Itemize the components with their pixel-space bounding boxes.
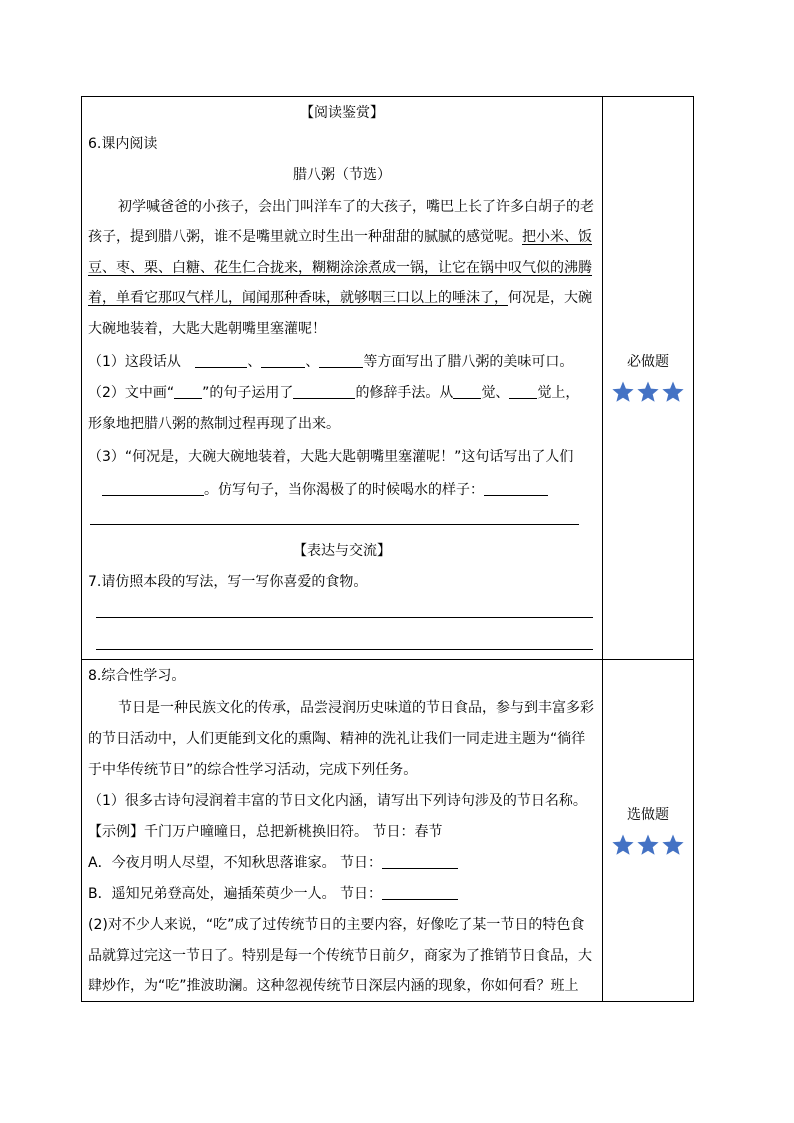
section-heading: 【阅读鉴赏】 bbox=[300, 105, 384, 121]
passage-line: 节日是一种民族文化的传承，品尝浸润历史味道的节日食品，参与到丰富多彩 bbox=[118, 700, 594, 716]
star-rating bbox=[603, 380, 693, 404]
example-line: 【示例】千门万户曈曈日，总把新桃换旧符。 节日：春节 bbox=[88, 824, 443, 840]
answer-blank[interactable] bbox=[195, 353, 247, 368]
side-required bbox=[603, 352, 693, 404]
question-8-title: 8.综合性学习。 bbox=[88, 668, 186, 684]
answer-blank[interactable] bbox=[509, 384, 537, 399]
section-comprehensive bbox=[82, 660, 602, 1001]
underlined-sentence: 把小米、饭 bbox=[522, 229, 592, 245]
star-icon bbox=[636, 380, 660, 404]
star-icon bbox=[611, 380, 635, 404]
answer-line[interactable] bbox=[96, 617, 593, 618]
underlined-sentence: 豆、枣、栗、白糖、花生仁合拢来，糊糊涂涂煮成一锅，让它在锅中叹气似的沸腾 bbox=[88, 260, 592, 276]
star-icon bbox=[636, 833, 660, 857]
passage-line: 品就算过完这一节日了。特别是每一个传统节日前夕，商家为了推销节日食品，大 bbox=[88, 948, 592, 964]
passage-line: 于中华传统节日”的综合性学习活动，完成下列任务。 bbox=[88, 762, 418, 778]
star-icon bbox=[661, 833, 685, 857]
worksheet-table bbox=[81, 96, 694, 1002]
answer-blank[interactable] bbox=[453, 384, 481, 399]
section-heading: 【表达与交流】 bbox=[293, 543, 391, 559]
answer-blank[interactable] bbox=[484, 481, 548, 496]
answer-blank[interactable] bbox=[102, 481, 204, 496]
side-optional bbox=[603, 805, 693, 857]
passage-line: 形象地把腊八粥的熬制过程再现了出来。 bbox=[88, 416, 340, 432]
passage-line: 的节日活动中，人们更能到文化的熏陶、精神的洗礼让我们一同走进主题为“徜徉 bbox=[88, 731, 586, 747]
passage-line: 孩子，提到腊八粥，谁不是嘴里就立时生出一种甜甜的腻腻的感觉呢。把小米、饭 bbox=[88, 229, 592, 245]
answer-line[interactable] bbox=[90, 524, 579, 525]
optional-label: 选做题 bbox=[627, 807, 669, 823]
passage-line: 大碗地装着，大匙大匙朝嘴里塞灌呢！ bbox=[88, 321, 326, 337]
question-7: 7.请仿照本段的写法，写一写你喜爱的食物。 bbox=[88, 574, 368, 590]
passage-line: 着，单看它那叹气样儿，闻闻那种香味，就够咽三口以上的唾沫了，何况是，大碗 bbox=[88, 290, 592, 306]
question-8-2: (2)对不少人来说，“吃”成了过传统节日的主要内容，好像吃了某一节日的特色食 bbox=[88, 917, 585, 933]
passage-line: 肆炒作，为“吃”推波助澜。这种忽视传统节日深层内涵的现象，你如何看？班上 bbox=[88, 978, 579, 994]
question-6-title: 6.课内阅读 bbox=[88, 136, 158, 152]
required-label: 必做题 bbox=[627, 354, 669, 370]
question-6-2: （2）文中画“ ”的句子运用了 的修辞手法。从 觉、 觉上， bbox=[88, 385, 580, 401]
star-icon bbox=[661, 380, 685, 404]
answer-blank[interactable] bbox=[293, 384, 355, 399]
answer-line[interactable] bbox=[96, 649, 593, 650]
underlined-sentence: 着，单看它那叹气样儿，闻闻那种香味，就够咽三口以上的唾沫了， bbox=[88, 290, 508, 306]
answer-blank[interactable] bbox=[319, 353, 363, 368]
question-8-1-a: A．今夜月明人尽望，不知秋思落谁家。 节日： bbox=[88, 853, 458, 873]
question-6-3-cont: 。仿写句子，当你渴极了的时候喝水的样子： bbox=[88, 480, 548, 500]
section-reading bbox=[82, 97, 602, 659]
answer-blank[interactable] bbox=[261, 353, 305, 368]
passage-line: 初学喊爸爸的小孩子，会出门叫洋车了的大孩子，嘴巴上长了许多白胡子的老 bbox=[118, 199, 594, 215]
answer-blank[interactable] bbox=[174, 384, 202, 399]
question-6-1: （1）这段话从 、 、 等方面写出了腊八粥的美味可口。 bbox=[88, 354, 574, 370]
question-6-3: （3）“何况是，大碗大碗地装着，大匙大匙朝嘴里塞灌呢！”这句话写出了人们 bbox=[88, 449, 574, 465]
answer-blank[interactable] bbox=[382, 885, 458, 900]
passage-title: 腊八粥（节选） bbox=[293, 167, 391, 183]
answer-blank[interactable] bbox=[382, 854, 458, 869]
column-divider bbox=[602, 97, 603, 1001]
question-8-1-b: B．遥知兄弟登高处，遍插茱萸少一人。 节日： bbox=[88, 884, 458, 904]
star-icon bbox=[611, 833, 635, 857]
question-8-1: （1）很多古诗句浸润着丰富的节日文化内涵，请写出下列诗句涉及的节日名称。 bbox=[88, 793, 587, 809]
star-rating bbox=[603, 833, 693, 857]
